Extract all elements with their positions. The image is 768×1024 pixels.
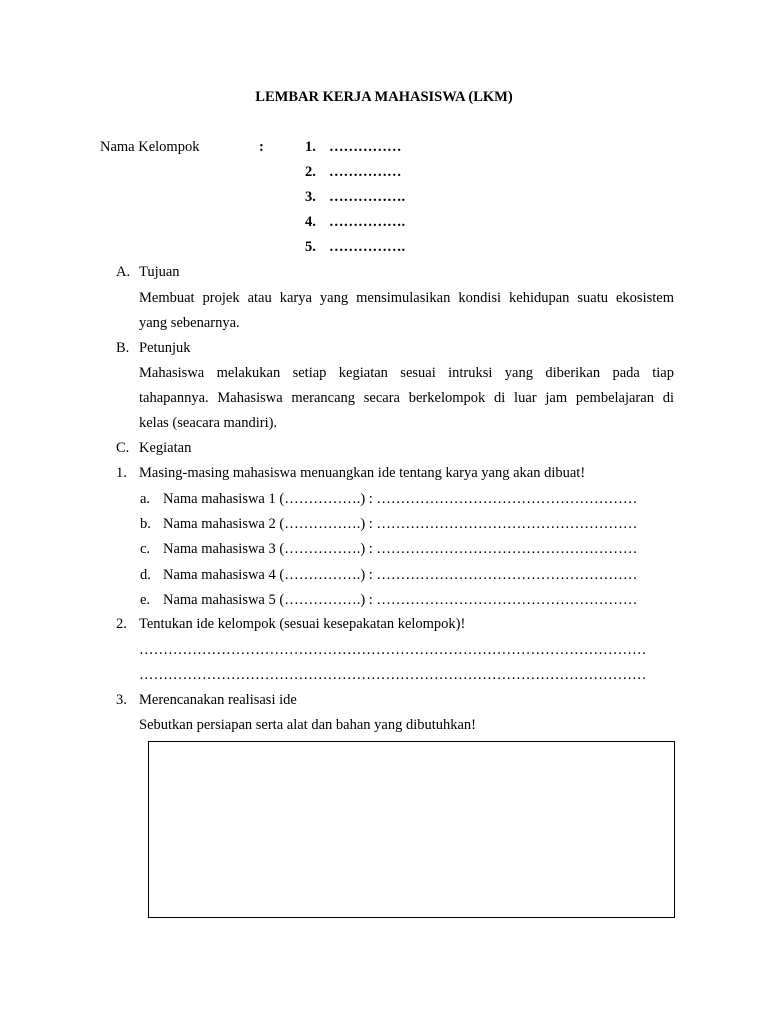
activity-2-text: Tentukan ide kelompok (sesuai kesepakatan kelompok)! bbox=[139, 616, 466, 632]
student-item: Nama mahasiswa 3 (…………….) : ……………………………………………… bbox=[163, 541, 638, 557]
student-item: Nama mahasiswa 4 (…………….) : ……………………………………………… bbox=[163, 567, 638, 583]
section-c-heading: Kegiatan bbox=[139, 440, 192, 456]
section-a-letter: A. bbox=[116, 264, 131, 280]
student-item: Nama mahasiswa 2 (…………….) : ……………………………………………… bbox=[163, 516, 638, 532]
student-item-letter: a. bbox=[140, 491, 151, 507]
member-number: 1. bbox=[305, 139, 316, 155]
section-b-letter: B. bbox=[116, 340, 130, 356]
activity-2-number: 2. bbox=[116, 616, 127, 632]
member-blank: …………… bbox=[329, 164, 402, 180]
activity-1-text: Masing-masing mahasiswa menuangkan ide tentang karya yang akan dibuat! bbox=[139, 465, 586, 481]
section-c-letter: C. bbox=[116, 440, 130, 456]
member-number: 2. bbox=[305, 164, 316, 180]
member-blank: …………… bbox=[329, 139, 402, 155]
group-label: Nama Kelompok bbox=[100, 139, 200, 155]
student-item: Nama mahasiswa 5 (…………….) : ……………………………………………… bbox=[163, 592, 638, 608]
student-item-letter: c. bbox=[140, 541, 151, 557]
activity-3-text: Merencanakan realisasi ide bbox=[139, 692, 297, 708]
activity-3-subtext: Sebutkan persiapan serta alat dan bahan yang dibutuhkan! bbox=[139, 717, 477, 733]
activity-3-number: 3. bbox=[116, 692, 127, 708]
student-item-letter: d. bbox=[140, 567, 151, 583]
section-b-text: tahapannya. Mahasiswa merancang secara berkelompok di luar jam pembelajaran di bbox=[139, 390, 674, 406]
member-number: 4. bbox=[305, 214, 316, 230]
student-item-letter: e. bbox=[140, 592, 151, 608]
document-title: LEMBAR KERJA MAHASISWA (LKM) bbox=[255, 89, 513, 105]
section-a-text: Membuat projek atau karya yang mensimulasikan kondisi kehidupan suatu ekosistem bbox=[139, 290, 674, 306]
answer-box bbox=[148, 741, 675, 918]
section-a-text: yang sebenarnya. bbox=[139, 315, 240, 331]
student-item-letter: b. bbox=[140, 516, 151, 532]
section-b-text: Mahasiswa melakukan setiap kegiatan sesuai intruksi yang diberikan pada tiap bbox=[139, 365, 674, 381]
section-b-text: kelas (seacara mandiri). bbox=[139, 415, 278, 431]
member-blank: ……………. bbox=[329, 214, 406, 230]
activity-1-number: 1. bbox=[116, 465, 127, 481]
member-number: 5. bbox=[305, 239, 316, 255]
student-item: Nama mahasiswa 1 (…………….) : ……………………………………………… bbox=[163, 491, 638, 507]
answer-blank-line: …………………………………………………………………………………………… bbox=[139, 642, 647, 658]
answer-blank-line: …………………………………………………………………………………………… bbox=[139, 667, 647, 683]
member-blank: ……………. bbox=[329, 189, 406, 205]
section-a-heading: Tujuan bbox=[139, 264, 180, 280]
section-b-heading: Petunjuk bbox=[139, 340, 191, 356]
group-colon: : bbox=[259, 139, 264, 155]
member-blank: ……………. bbox=[329, 239, 406, 255]
member-number: 3. bbox=[305, 189, 316, 205]
